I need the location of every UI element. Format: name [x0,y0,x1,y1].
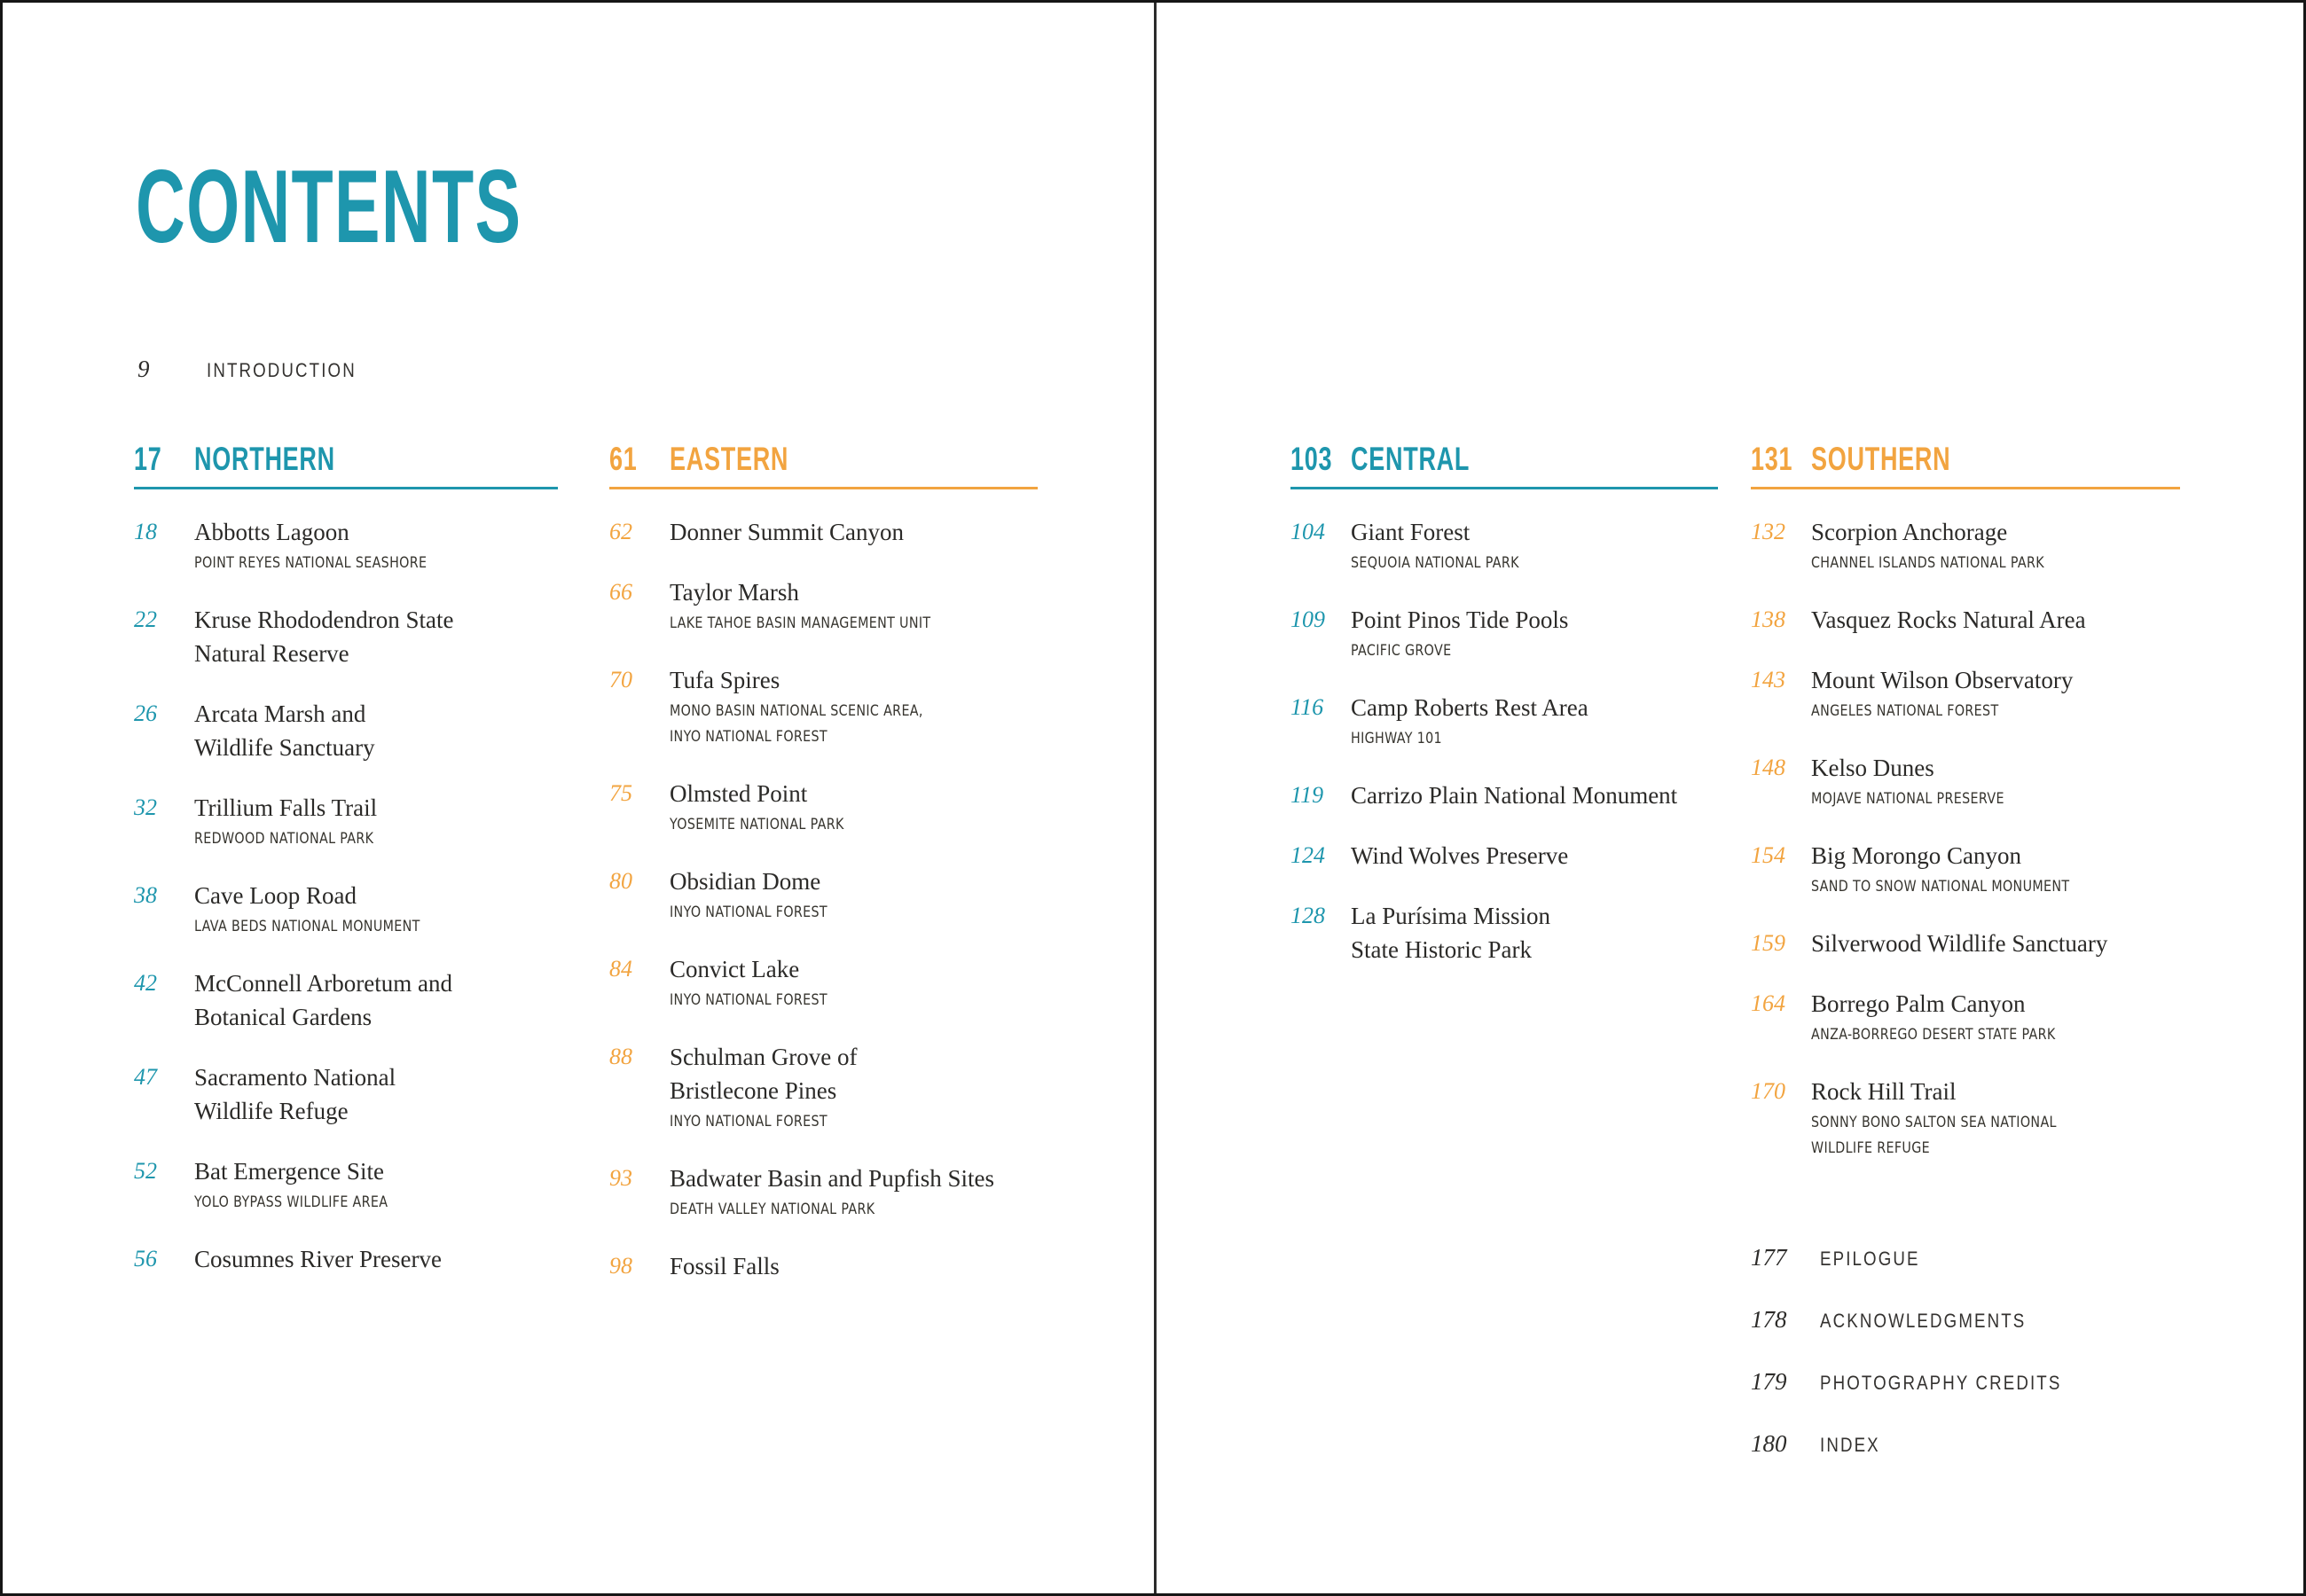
entry-page-number: 62 [609,519,632,544]
backmatter-item [1751,1244,2194,1272]
entry-page-number: 104 [1290,519,1325,544]
section-page-number: 103 [1290,441,1333,477]
entry-title-line: State Historic Park [1351,936,1532,963]
section-page-number: 131 [1751,441,1793,477]
toc-entry [134,966,558,1034]
backmatter-label: EPILOGUE [1820,1248,1920,1270]
entry-title-line: Big Morongo Canyon [1811,842,2022,869]
entry-title-line: Borrego Palm Canyon [1811,990,2026,1017]
entry-subtitle-line: LAKE TAHOE BASIN MANAGEMENT UNIT [670,614,931,632]
page-title-text: CONTENTS [136,148,522,264]
section-header [1751,442,2180,477]
toc-entry [1751,1075,2180,1162]
entry-subtitle-line: PACIFIC GROVE [1351,642,1452,660]
entry-page-number: 132 [1751,519,1785,544]
backmatter-item [1751,1368,2194,1396]
entry-page-number: 109 [1290,606,1325,632]
backmatter [1751,1244,2194,1492]
toc-entry [1290,603,1718,664]
entry-title-line: Fossil Falls [670,1253,780,1279]
toc-entry [134,603,558,670]
entry-subtitle-line: CHANNEL ISLANDS NATIONAL PARK [1811,554,2044,572]
section-title: SOUTHERN [1811,441,1951,477]
entry-subtitle-line: LAVA BEDS NATIONAL MONUMENT [194,918,420,935]
section-header [1290,442,1718,477]
toc-entry [134,879,558,940]
entry-page-number: 52 [134,1158,157,1184]
entry-page-number: 42 [134,970,157,996]
toc-entry [134,697,558,764]
entry-title-line: Kruse Rhododendron State [194,606,454,633]
section-rule [1290,487,1718,489]
section-header [609,442,1038,477]
entry-subtitle-line: DEATH VALLEY NATIONAL PARK [670,1201,875,1218]
toc-entry [1751,839,2180,900]
entry-subtitle-line: SONNY BONO SALTON SEA NATIONAL [1811,1114,2057,1131]
section-title: CENTRAL [1351,441,1471,477]
entry-subtitle-line: WILDLIFE REFUGE [1811,1139,1930,1157]
section-title: NORTHERN [194,441,335,477]
entry-subtitle-line: INYO NATIONAL FOREST [670,991,827,1009]
entry-subtitle-line: ANZA-BORREGO DESERT STATE PARK [1811,1026,2056,1044]
intro-page-number: 9 [137,356,150,382]
entry-page-number: 70 [609,667,632,692]
entry-title-line: Kelso Dunes [1811,755,1934,781]
entry-page-number: 164 [1751,990,1785,1016]
backmatter-page-number: 179 [1751,1368,1787,1395]
toc-entry [609,777,1038,838]
entry-page-number: 80 [609,868,632,894]
section-central [1290,442,1718,993]
toc-entry [609,515,1038,549]
toc-entry [1751,987,2180,1048]
toc-entry [609,864,1038,926]
entry-page-number: 116 [1290,694,1324,720]
entry-subtitle-line: SEQUOIA NATIONAL PARK [1351,554,1519,572]
entry-subtitle-line: POINT REYES NATIONAL SEASHORE [194,554,427,572]
backmatter-label: PHOTOGRAPHY CREDITS [1820,1372,2062,1394]
entry-title-line: Badwater Basin and Pupfish Sites [670,1165,994,1192]
entry-page-number: 26 [134,700,157,726]
entry-page-number: 18 [134,519,157,544]
toc-entry [134,1242,558,1276]
section-northern [134,442,558,1303]
section-southern [1751,442,2180,1188]
entry-subtitle-line: INYO NATIONAL FOREST [670,1113,827,1130]
backmatter-item [1751,1306,2194,1334]
section-entries [134,515,558,1276]
toc-entry [609,575,1038,637]
entry-page-number: 22 [134,606,157,632]
entry-subtitle-line: REDWOOD NATIONAL PARK [194,830,374,848]
entry-page-number: 84 [609,956,632,982]
toc-entry [1751,603,2180,637]
toc-entry [134,515,558,576]
entry-title-line: Schulman Grove of [670,1044,858,1070]
section-entries [1290,515,1718,966]
entry-title-line: Olmsted Point [670,780,808,807]
entry-page-number: 154 [1751,842,1785,868]
entry-title-line: Abbotts Lagoon [194,519,349,545]
entry-title-line: Giant Forest [1351,519,1471,545]
entry-page-number: 88 [609,1044,632,1069]
toc-entry [1751,751,2180,812]
entry-title-line: Wind Wolves Preserve [1351,842,1569,869]
entry-title-line: Tufa Spires [670,667,780,693]
entry-title-line: Mount Wilson Observatory [1811,667,2074,693]
entry-title-line: Silverwood Wildlife Sanctuary [1811,930,2108,957]
entry-title-line: Bristlecone Pines [670,1077,837,1104]
entry-subtitle-line: INYO NATIONAL FOREST [670,904,827,921]
backmatter-label: ACKNOWLEDGMENTS [1820,1310,2027,1332]
toc-entry [1751,663,2180,724]
section-entries [1751,515,2180,1162]
entry-page-number: 159 [1751,930,1785,956]
entry-page-number: 138 [1751,606,1785,632]
entry-page-number: 47 [134,1064,157,1090]
entry-title-line: Botanical Gardens [194,1004,373,1030]
entry-page-number: 75 [609,780,632,806]
entry-title-line: Donner Summit Canyon [670,519,904,545]
section-rule [1751,487,2180,489]
entry-subtitle-line: YOLO BYPASS WILDLIFE AREA [194,1193,388,1211]
entry-page-number: 98 [609,1253,632,1279]
entry-page-number: 93 [609,1165,632,1191]
toc-entry [1290,899,1718,966]
entry-page-number: 119 [1290,782,1324,808]
toc-entry [134,1060,558,1128]
toc-entry [134,791,558,852]
toc-entry [609,663,1038,750]
entry-title-line: Sacramento National [194,1064,396,1091]
toc-entry [134,1154,558,1216]
section-eastern [609,442,1038,1310]
toc-entry [609,1040,1038,1135]
entry-subtitle-line: MOJAVE NATIONAL PRESERVE [1811,790,2004,808]
entry-title-line: Bat Emergence Site [194,1158,384,1185]
entry-subtitle-line: SAND TO SNOW NATIONAL MONUMENT [1811,878,2070,896]
section-page-number: 17 [134,441,162,477]
entry-title-line: La Purísima Mission [1351,903,1551,929]
entry-title-line: Point Pinos Tide Pools [1351,606,1569,633]
toc-entry [1751,927,2180,960]
toc-entry [1290,778,1718,812]
toc-entry [609,1249,1038,1283]
entry-page-number: 56 [134,1246,157,1271]
page-title [136,150,721,264]
page-divider [1154,3,1157,1596]
entry-page-number: 66 [609,579,632,605]
entry-subtitle-line: ANGELES NATIONAL FOREST [1811,702,1999,720]
backmatter-page-number: 180 [1751,1430,1787,1457]
entry-subtitle-line: MONO BASIN NATIONAL SCENIC AREA, [670,702,923,720]
section-header [134,442,558,477]
entry-title-line: Vasquez Rocks Natural Area [1811,606,2086,633]
entry-subtitle-line: HIGHWAY 101 [1351,730,1442,747]
entry-title-line: Camp Roberts Rest Area [1351,694,1588,721]
section-rule [609,487,1038,489]
entry-page-number: 148 [1751,755,1785,780]
section-rule [134,487,558,489]
toc-entry [609,952,1038,1013]
section-entries [609,515,1038,1283]
intro-row [137,356,599,384]
entry-page-number: 128 [1290,903,1325,928]
entry-title-line: Cave Loop Road [194,882,357,909]
toc-entry [609,1162,1038,1223]
entry-title-line: Carrizo Plain National Monument [1351,782,1678,809]
toc-entry [1290,691,1718,752]
backmatter-page-number: 178 [1751,1306,1787,1333]
entry-title-line: Convict Lake [670,956,800,982]
toc-entry [1290,839,1718,872]
entry-title-line: Wildlife Sanctuary [194,734,375,761]
entry-title-line: Trillium Falls Trail [194,794,378,821]
entry-title-line: Natural Reserve [194,640,349,667]
entry-page-number: 32 [134,794,157,820]
toc-entry [1290,515,1718,576]
entry-page-number: 170 [1751,1078,1785,1104]
entry-title-line: Cosumnes River Preserve [194,1246,442,1272]
entry-title-line: Arcata Marsh and [194,700,366,727]
entry-title-line: Taylor Marsh [670,579,799,606]
backmatter-page-number: 177 [1751,1244,1787,1271]
entry-subtitle-line: INYO NATIONAL FOREST [670,728,827,746]
entry-subtitle-line: YOSEMITE NATIONAL PARK [670,816,844,833]
entry-page-number: 143 [1751,667,1785,692]
section-title: EASTERN [670,441,789,477]
entry-title-line: Obsidian Dome [670,868,821,895]
section-page-number: 61 [609,441,638,477]
toc-entry [1751,515,2180,576]
backmatter-label: INDEX [1820,1434,1880,1456]
entry-page-number: 124 [1290,842,1325,868]
intro-label: INTRODUCTION [207,359,357,381]
entry-title-line: Rock Hill Trail [1811,1078,1957,1105]
entry-page-number: 38 [134,882,157,908]
entry-title-line: Wildlife Refuge [194,1098,349,1124]
backmatter-item [1751,1430,2194,1459]
entry-title-line: Scorpion Anchorage [1811,519,2008,545]
entry-title-line: McConnell Arboretum and [194,970,452,997]
